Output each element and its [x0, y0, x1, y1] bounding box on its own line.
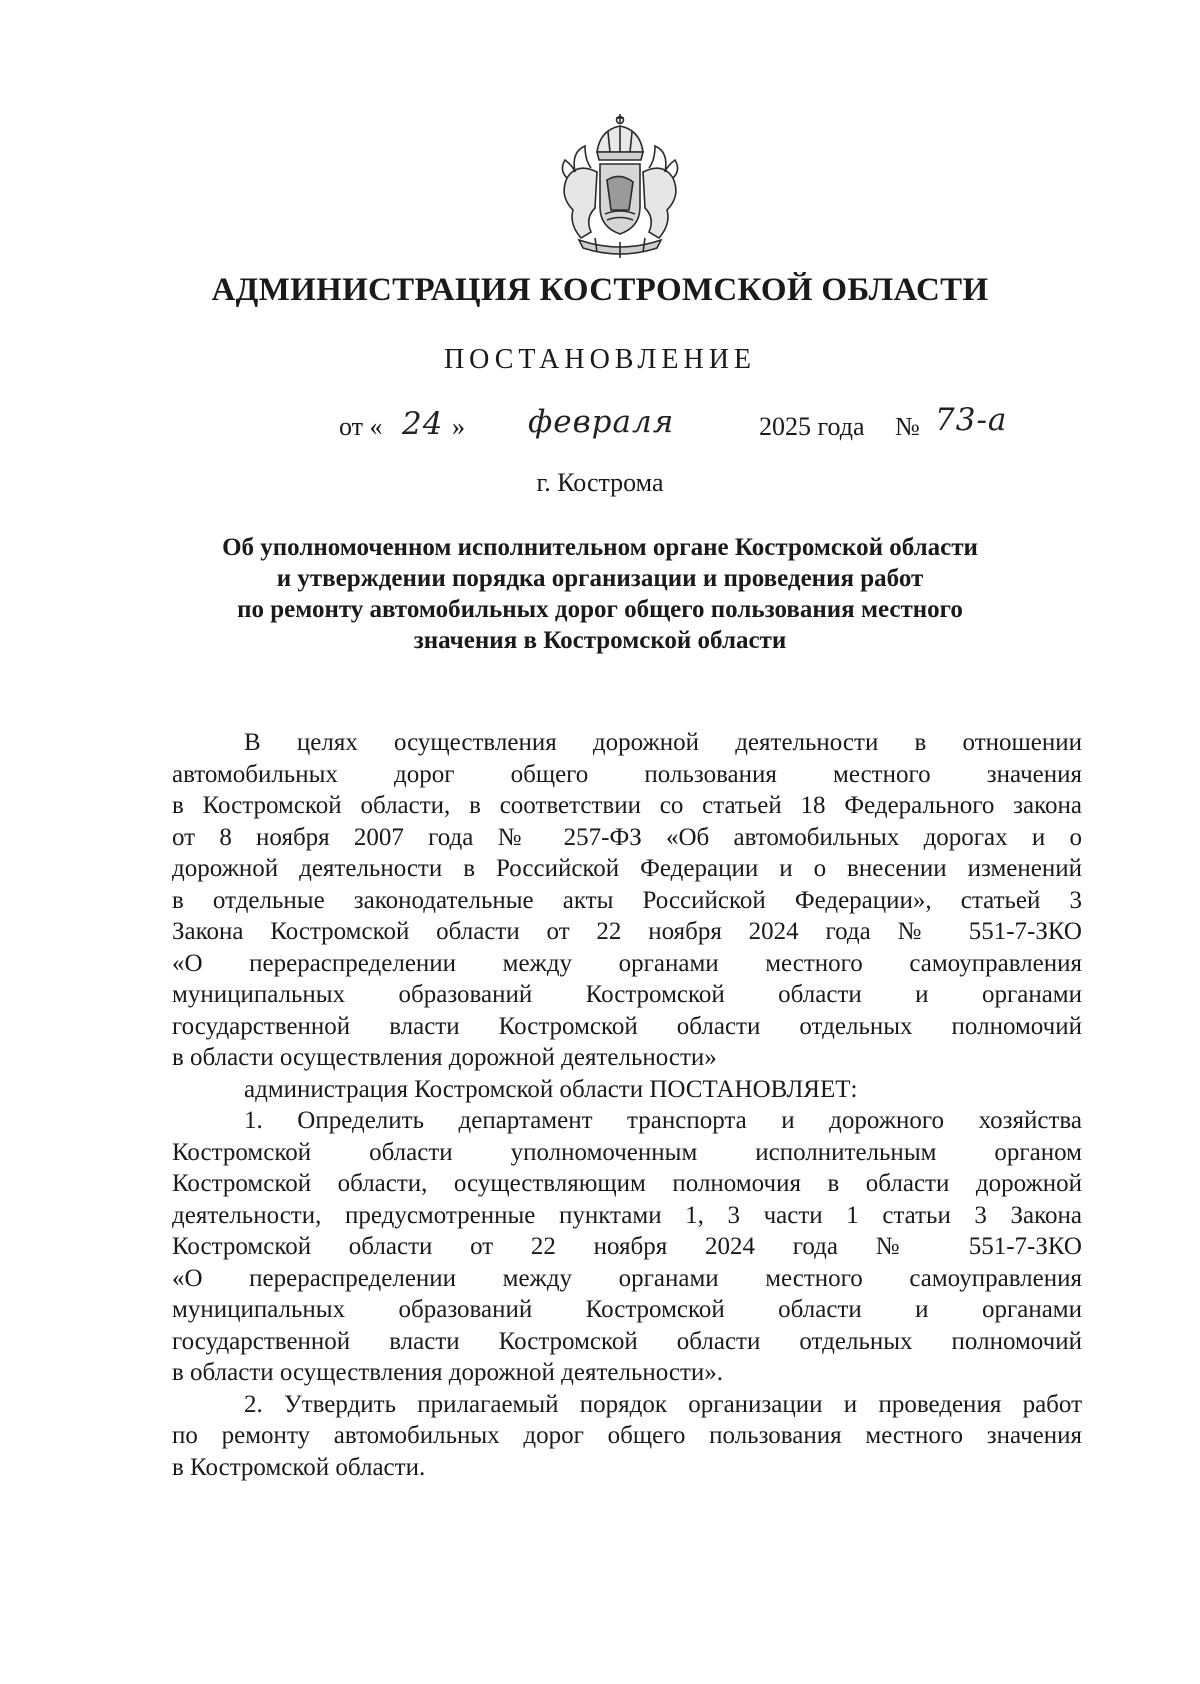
- body-line: дорожной деятельности в Российской Федерации и о внесении изменений: [172, 855, 1082, 882]
- body-line: Костромской области, осуществляющим полномочия в области дорожной: [172, 1170, 1082, 1197]
- kostroma-coat-of-arms-icon: [545, 112, 695, 262]
- body-line: по ремонту автомобильных дорог общего пользования местного значения: [172, 1422, 1082, 1449]
- body-line: администрация Костромской области ПОСТАНОВЛЯЕТ:: [244, 1075, 858, 1103]
- body-line: от 8 ноября 2007 года № 257-ФЗ «Об автомобильных дорогах и о: [172, 823, 1082, 851]
- body-line: в Костромской области, в соответствии со статьей 18 Федерального закона: [172, 792, 1082, 819]
- body-line: в области осуществления дорожной деятельности»: [172, 1044, 717, 1071]
- date-from-label: от «: [339, 412, 383, 441]
- body-line: государственной власти Костромской области отдельных полномочий: [172, 1327, 1082, 1355]
- body-line: Костромской области уполномоченным исполнительным органом: [172, 1138, 1082, 1166]
- subject-line: по ремонту автомобильных дорог общего пользования местного: [237, 596, 963, 623]
- body-line: деятельности, предусмотренные пунктами 1, 3 части 1 статьи 3 Закона: [172, 1201, 1082, 1229]
- city: г. Кострома: [536, 468, 664, 497]
- org-name: АДМИНИСТРАЦИЯ КОСТРОМСКОЙ ОБЛАСТИ: [211, 272, 989, 308]
- body-line: в Костромской области.: [172, 1453, 426, 1481]
- date-close-quote: »: [452, 412, 465, 441]
- body-line: муниципальных образований Костромской области и органами: [172, 1296, 1082, 1323]
- date-year: 2025 года: [759, 412, 865, 441]
- document-subject: [150, 532, 1050, 656]
- subject-line: значения в Костромской области: [413, 627, 787, 654]
- body-line: государственной власти Костромской области отдельных полномочий: [172, 1012, 1082, 1040]
- number-label: №: [895, 412, 920, 441]
- document-number-handwritten: 73-а: [935, 402, 1008, 438]
- subject-line: и утверждении порядка организации и проведения работ: [276, 565, 924, 592]
- body-line: в отдельные законодательные акты Российской Федерации», статьей 3: [172, 886, 1082, 914]
- body-line: муниципальных образований Костромской области и органами: [172, 981, 1082, 1008]
- subject-line: Об уполномоченном исполнительном органе Костромской области: [222, 534, 978, 561]
- body-line: 2. Утвердить прилагаемый порядок организации и проведения работ: [244, 1390, 1082, 1418]
- body-line: 1. Определить департамент транспорта и дорожного хозяйства: [244, 1107, 1082, 1134]
- document-body: [172, 727, 1082, 1483]
- body-line: автомобильных дорог общего пользования местного значения: [172, 760, 1082, 788]
- body-line: «О перераспределении между органами местного самоуправления: [172, 949, 1082, 977]
- document-type: ПОСТАНОВЛЕНИЕ: [443, 344, 757, 375]
- date-month-handwritten: февраля: [528, 404, 675, 440]
- body-line: Закона Костромской области от 22 ноября 2024 года № 551-7-ЗКО: [172, 918, 1082, 945]
- body-line: В целях осуществления дорожной деятельности в отношении: [244, 729, 1082, 756]
- body-line: в области осуществления дорожной деятельности».: [172, 1359, 724, 1386]
- dateline: [0, 404, 1200, 454]
- body-line: «О перераспределении между органами местного самоуправления: [172, 1264, 1082, 1292]
- body-line: Костромской области от 22 ноября 2024 года № 551-7-ЗКО: [172, 1233, 1082, 1260]
- date-day-handwritten: 24: [402, 406, 444, 442]
